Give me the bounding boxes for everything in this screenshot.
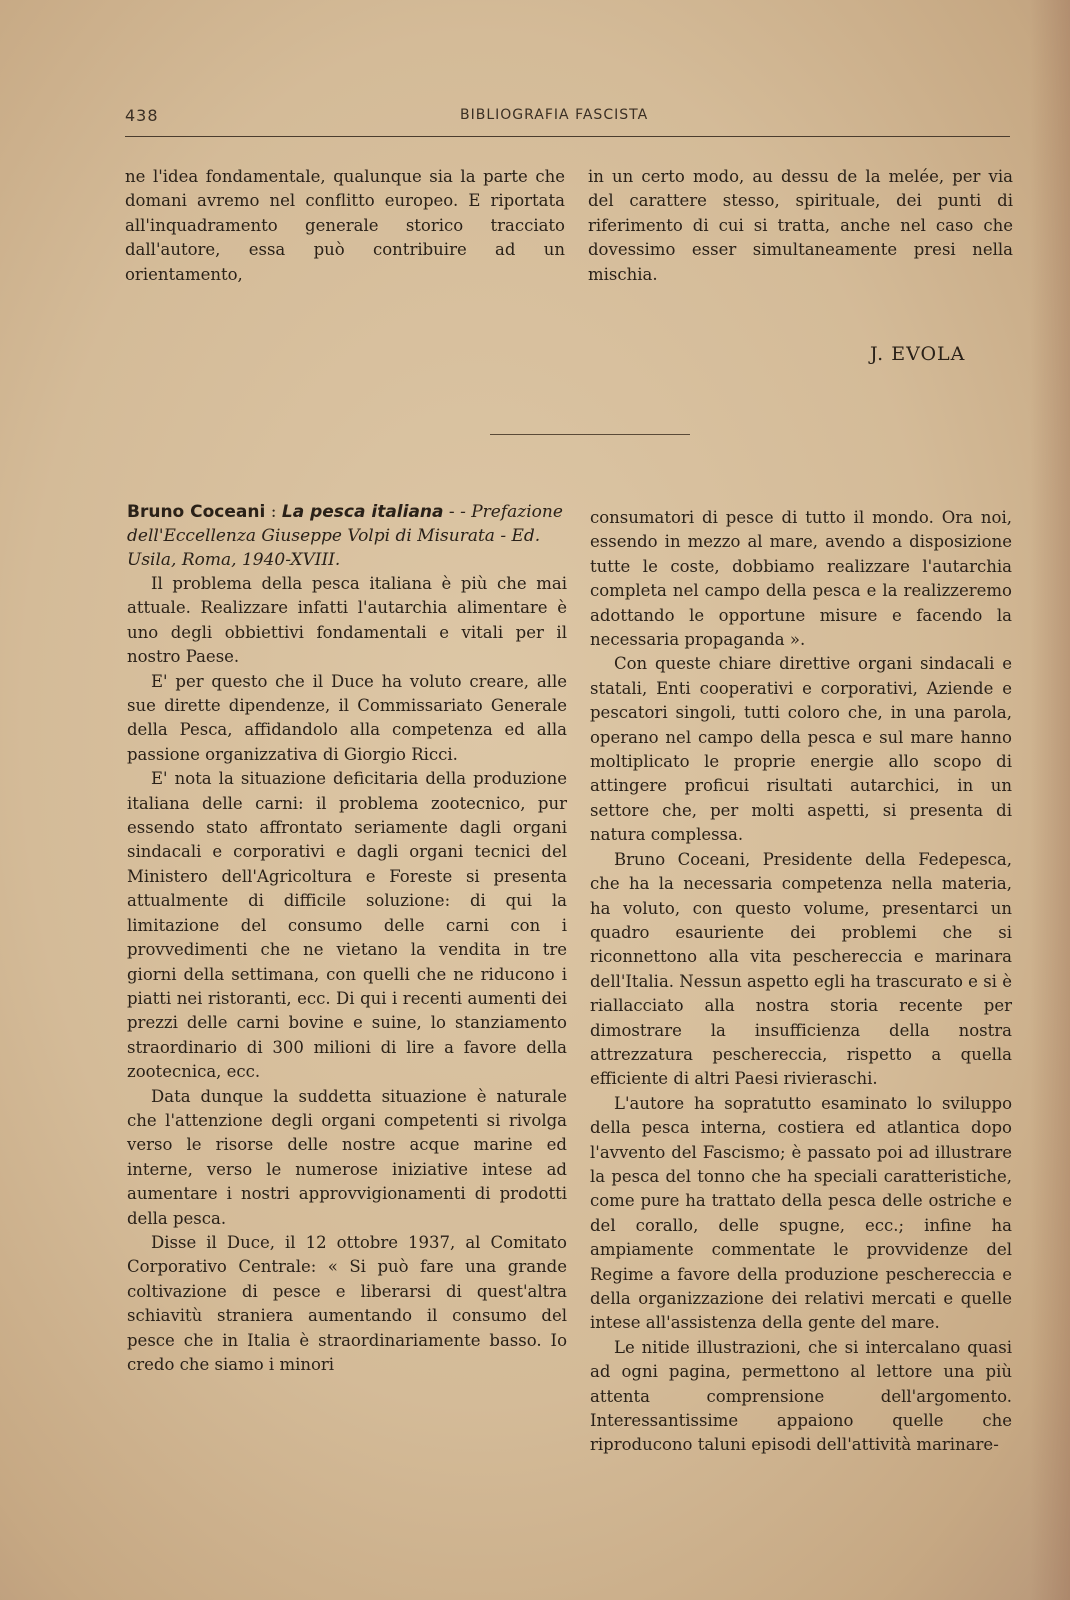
book-title: La pesca italiana <box>281 502 444 522</box>
review-paragraph: Il problema della pesca italiana è più che mai attuale. Realizzare infatti l'autarchia alimentare è uno degli obbiettivi fondamentali e vitali per il nostro Paese. <box>127 574 567 667</box>
review-left-column <box>127 500 567 1377</box>
citation-dash: - <box>448 502 455 522</box>
review-paragraph: Bruno Coceani, Presidente della Fedepesca, che ha la necessaria competenza nella materia, ha voluto, con questo volume, presentarci un quadro esauriente dei problemi che si riconnettono alla vita peschereccia e marinara dell'Italia. Nessun aspetto egli ha trascurato e si è riallacciato alla nostra storia recente per dimostrare la insufficienza della nostra attrezzatura peschereccia, rispetto a quella efficiente di altri Paesi rivieraschi. <box>590 849 1012 1089</box>
previous-review-left-column <box>125 165 565 287</box>
previous-review-right-column <box>588 165 1013 287</box>
book-author: Bruno Coceani <box>127 502 266 522</box>
previous-review-left-text: ne l'idea fondamentale, qualunque sia la parte che domani avremo nel conflitto europeo. E riportata all'inquadramento generale storico tracciato dall'autore, essa può contribuire ad un orientamento, <box>125 167 565 284</box>
page-header <box>125 106 1005 130</box>
book-details: - Prefazione dell'Eccellenza Giuseppe Volpi di Misurata - Ed. Usila, Roma, 1940-XVIII. <box>127 502 563 570</box>
review-paragraph: L'autore ha sopratutto esaminato lo sviluppo della pesca interna, costiera ed atlantica dopo l'avvento del Fascismo; è passato poi ad illustrare la pesca del tonno che ha speciali caratteristiche, come pure ha trattato della pesca delle ostriche e del corallo, delle spugne, ecc.; infine ha ampiamente commentate le provvidenze del Regime a favore della produzione peschereccia e della organizzazione dei relativi mercati e quelle intese all'assistenza della gente del mare. <box>590 1093 1012 1333</box>
review-paragraph: Con queste chiare direttive organi sindacali e statali, Enti cooperativi e corporativi, Aziende e pescatori singoli, tutti coloro che, in una parola, operano nel campo della pesca e sul mare hanno moltiplicato le proprie energie allo scopo di attingere proficui risultati autarchici, in un settore che, per molti aspetti, si presenta di natura complessa. <box>590 654 1012 845</box>
citation-colon: : <box>270 502 277 522</box>
page-edge-shadow <box>1030 0 1070 1600</box>
review-paragraph: E' per questo che il Duce ha voluto creare, alle sue dirette dipendenze, il Commissariato Generale della Pesca, affidandolo alla competenza ed alla passione organizzativa di Giorgio Ricci. <box>127 671 567 764</box>
section-separator <box>490 434 690 435</box>
previous-review-right-text: in un certo modo, au dessu de la melée, per via del carattere stesso, spirituale, dei punti di riferimento di cui si tratta, anche nel caso che dovessimo esser simultaneamente presi nella mischia. <box>588 167 1013 284</box>
review-signature: J. EVOLA <box>870 343 966 365</box>
review-paragraph: Data dunque la suddetta situazione è naturale che l'attenzione degli organi competenti si rivolga verso le risorse delle nostre acque marine ed interne, verso le numerose iniziative intese ad aumentare i nostri approvvigionamenti di prodotti della pesca. <box>127 1086 567 1228</box>
review-paragraph: consumatori di pesce di tutto il mondo. Ora noi, essendo in mezzo al mare, avendo a disposizione tutte le coste, dobbiamo realizzare l'autarchia completa nel campo della pesca e la realizzeremo adottando le opportune misure e facendo la necessaria propaganda ». <box>590 508 1012 650</box>
header-rule <box>125 136 1010 137</box>
review-right-column <box>590 506 1012 1458</box>
review-paragraph: Disse il Duce, il 12 ottobre 1937, al Comitato Corporativo Centrale: « Si può fare una grande coltivazione di pesce e liberarsi di quest'altra schiavitù straniera aumentando il consumo del pesce che in Italia è straordinariamente basso. Io credo che siamo i minori <box>127 1232 567 1374</box>
book-citation <box>127 500 567 572</box>
running-title: BIBLIOGRAFIA FASCISTA <box>460 107 649 123</box>
review-paragraph: E' nota la situazione deficitaria della produzione italiana delle carni: il problema zootecnico, pur essendo stato affrontato seriamente dagli organi sindacali e corporativi e dagli organi tecnici del Ministero dell'Agricoltura e Foreste si presenta attualmente di difficile soluzione: di qui la limitazione del consumo delle carni con i provvedimenti che ne vietano la vendita in tre giorni della settimana, con quelli che ne riducono i piatti nei ristoranti, ecc. Di qui i recenti aumenti dei prezzi delle carni bovine e suine, lo stanziamento straordinario di 300 milioni di lire a favore della zootecnica, ecc. <box>127 769 567 1082</box>
review-paragraph: Le nitide illustrazioni, che si intercalano quasi ad ogni pagina, permettono al lettore una più attenta comprensione dell'argomento. Interessantissime appaiono quelle che riproducono taluni episodi dell'attività marinare- <box>590 1337 1012 1455</box>
page-number: 438 <box>125 106 159 125</box>
